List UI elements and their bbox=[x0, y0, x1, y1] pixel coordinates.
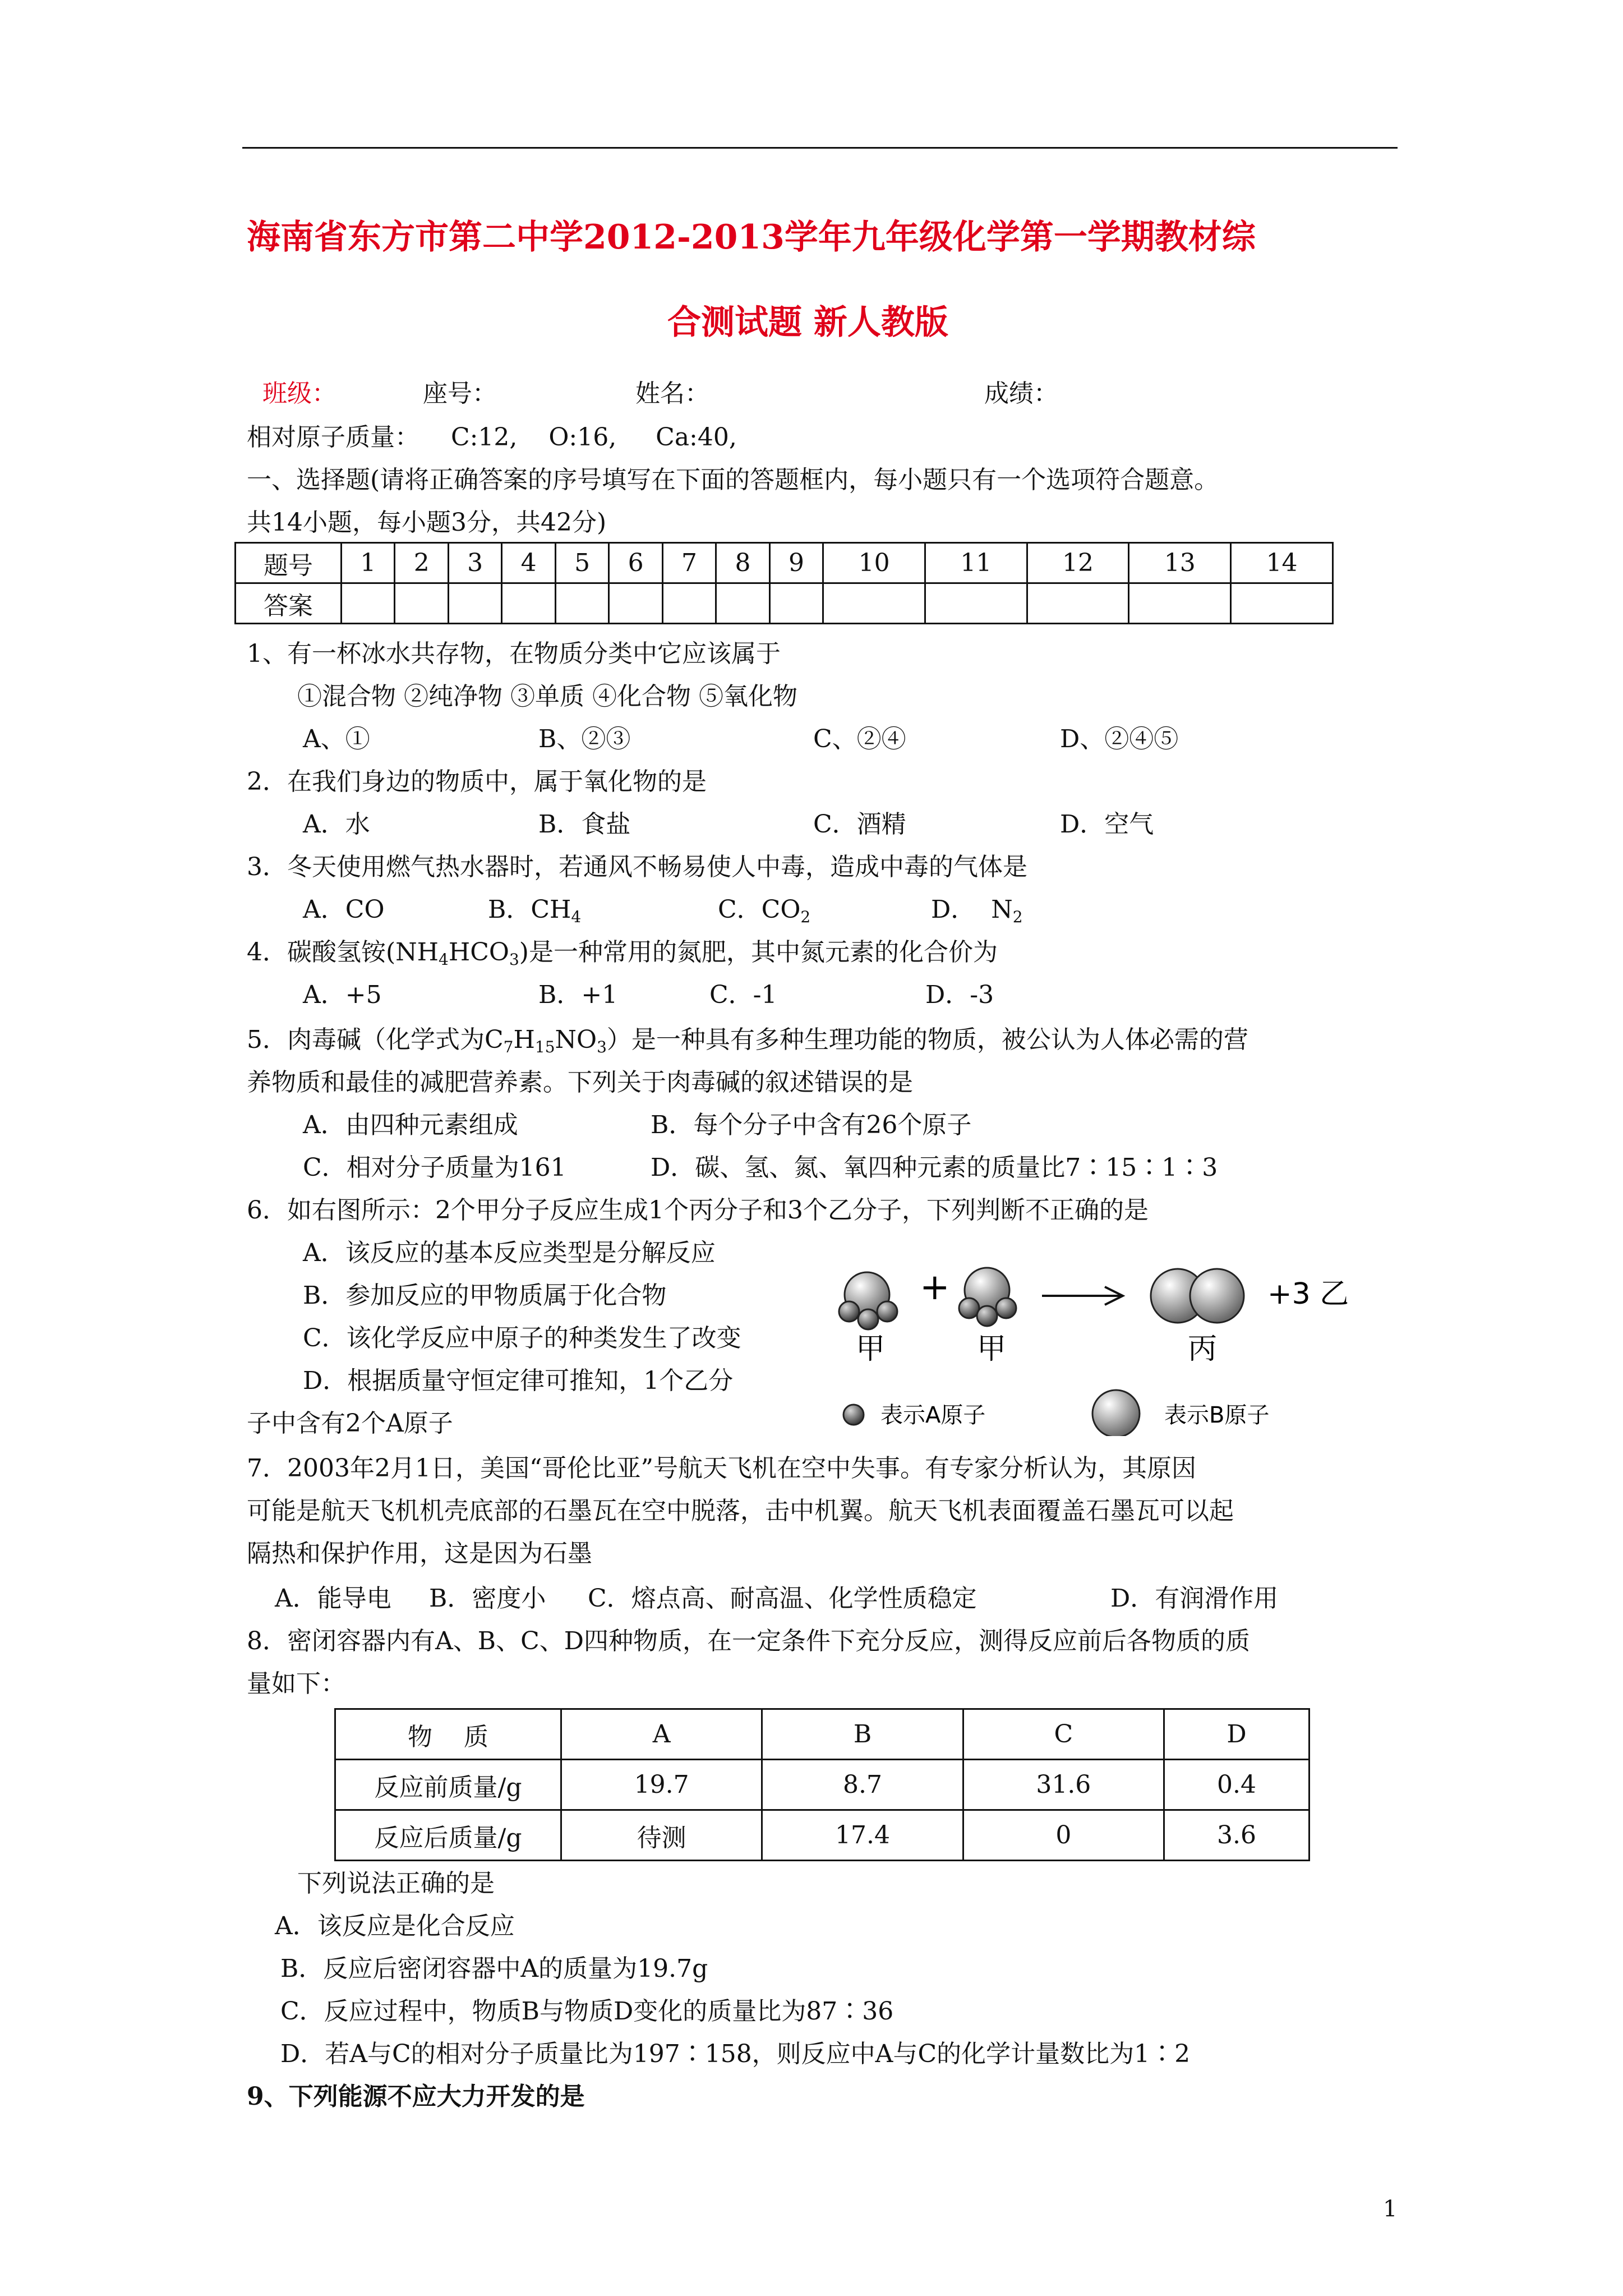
q6-option-c: C．该化学反应中原子的种类发生了改变 bbox=[303, 1324, 741, 1352]
mass-table-cell: 3.6 bbox=[1164, 1810, 1309, 1861]
q7-option-b: B．密度小 bbox=[429, 1584, 546, 1613]
label-jia-2: 甲 bbox=[977, 1332, 1007, 1366]
q8-option-a: A．该反应是化合反应 bbox=[275, 1912, 515, 1940]
mass-table-cell: 31.6 bbox=[963, 1760, 1164, 1810]
q5-line1: 5．肉毒碱（化学式为$C_7H_{15}NO_3$）是一种具有多种生理功能的物质，被公认为人体必需的营 bbox=[247, 1025, 1248, 1056]
class-label: 班级： bbox=[262, 379, 336, 408]
q2-option-d: D．空气 bbox=[1060, 810, 1154, 839]
q7-option-c: C．熔点高、耐高温、化学性质稳定 bbox=[588, 1584, 977, 1613]
header-rule bbox=[242, 147, 1398, 149]
q1-option-d: D、②④⑤ bbox=[1060, 725, 1179, 753]
section1-line2: 共14小题，每小题3分，共42分) bbox=[247, 508, 607, 537]
label-jia-1: 甲 bbox=[856, 1332, 886, 1366]
answer-cell[interactable] bbox=[342, 583, 395, 624]
q8-line1: 8．密闭容器内有A、B、C、D四种物质，在一定条件下充分反应，测得反应前后各物质的质 bbox=[247, 1627, 1251, 1655]
reaction-diagram bbox=[819, 1234, 1380, 1436]
answer-grid-number: 10 bbox=[823, 543, 925, 583]
q3-option-c: C．$CO_2$ bbox=[718, 895, 811, 926]
q4-option-c: C．-1 bbox=[709, 981, 777, 1009]
table-row bbox=[335, 1810, 1310, 1861]
mass-table bbox=[334, 1708, 1310, 1861]
label-bing: 丙 bbox=[1188, 1332, 1218, 1366]
molecule-jia-1 bbox=[839, 1272, 897, 1329]
q7-line1: 7．2003年2月1日，美国“哥伦比亚”号航天飞机在空中失事。有专家分析认为，其原因 bbox=[247, 1454, 1196, 1483]
atomic-mass: 相对原子质量： C:12, O:16, Ca:40, bbox=[247, 423, 737, 452]
score-label: 成绩： bbox=[984, 379, 1058, 408]
legend-atom-a bbox=[843, 1405, 864, 1425]
q4-option-b: B．+1 bbox=[538, 981, 618, 1009]
q1-option-a: A、① bbox=[303, 725, 370, 753]
answer-cell[interactable] bbox=[1129, 583, 1231, 624]
mass-table-cell: 反应后质量/g bbox=[335, 1810, 561, 1861]
answer-grid-number: 1 bbox=[342, 543, 395, 583]
q8-line2: 量如下： bbox=[247, 1669, 345, 1698]
legend-b-label: 表示B原子 bbox=[1164, 1402, 1270, 1428]
section1-line1: 一、选择题(请将正确答案的序号填写在下面的答题框内，每小题只有一个选项符合题意。 bbox=[247, 466, 1219, 494]
q7-line3: 隔热和保护作用，这是因为石墨 bbox=[247, 1539, 592, 1568]
legend-atom-b bbox=[1092, 1390, 1140, 1436]
mass-table-cell: 0 bbox=[963, 1810, 1164, 1861]
mass-table-header bbox=[335, 1709, 1310, 1760]
answer-cell[interactable] bbox=[925, 583, 1027, 624]
q5-line2: 养物质和最佳的减肥营养素。下列关于肉毒碱的叙述错误的是 bbox=[247, 1068, 913, 1097]
answer-grid bbox=[234, 542, 1334, 624]
answer-grid-number: 7 bbox=[662, 543, 716, 583]
q6-option-a: A．该反应的基本反应类型是分解反应 bbox=[303, 1239, 716, 1267]
answer-grid-number: 12 bbox=[1027, 543, 1129, 583]
q4-option-a: A．+5 bbox=[303, 981, 382, 1009]
q5-option-d: D．碳、氢、氮、氧四种元素的质量比7∶15∶1∶3 bbox=[651, 1153, 1218, 1182]
q8-prompt: 下列说法正确的是 bbox=[297, 1869, 495, 1898]
q9-stem: 9、下列能源不应大力开发的是 bbox=[247, 2082, 585, 2111]
answer-cell[interactable] bbox=[823, 583, 925, 624]
answer-cell[interactable] bbox=[609, 583, 662, 624]
q8-option-b: B．反应后密闭容器中A的质量为19.7g bbox=[280, 1954, 708, 1983]
answer-grid-number: 9 bbox=[769, 543, 823, 583]
answer-grid-number: 5 bbox=[555, 543, 608, 583]
answer-cell[interactable] bbox=[716, 583, 769, 624]
q1-option-b: B、②③ bbox=[538, 725, 631, 753]
q7-line2: 可能是航天飞机机壳底部的石墨瓦在空中脱落，击中机翼。航天飞机表面覆盖石墨瓦可以起 bbox=[247, 1497, 1234, 1525]
q3-option-d: D． $N_2$ bbox=[931, 895, 1023, 926]
q2-option-a: A．水 bbox=[303, 810, 370, 839]
answer-grid-number: 6 bbox=[609, 543, 662, 583]
q4-stem: 4．碳酸氢铵$(NH_4HCO_3)$是一种常用的氮肥，其中氮元素的化合价为 bbox=[247, 938, 998, 969]
answer-cell[interactable] bbox=[502, 583, 555, 624]
q1-option-c: C、②④ bbox=[813, 725, 906, 753]
mass-table-header-cell: B bbox=[762, 1709, 963, 1760]
page-title-line1: 海南省东方市第二中学2012-2013学年九年级化学第一学期教材综 bbox=[247, 218, 1256, 257]
q5-option-a: A．由四种元素组成 bbox=[303, 1111, 518, 1139]
answer-grid-number: 13 bbox=[1129, 543, 1231, 583]
answer-grid-label: 答案 bbox=[236, 583, 342, 624]
answer-grid-number: 8 bbox=[716, 543, 769, 583]
plus-three-yi: +3 乙 bbox=[1267, 1277, 1349, 1311]
answer-grid-answer-row bbox=[236, 583, 1333, 624]
answer-cell[interactable] bbox=[448, 583, 501, 624]
answer-cell[interactable] bbox=[662, 583, 716, 624]
reaction-arrow bbox=[1042, 1287, 1123, 1305]
answer-grid-label: 题号 bbox=[236, 543, 342, 583]
q2-option-c: C．酒精 bbox=[813, 810, 906, 839]
q4-option-d: D．-3 bbox=[925, 981, 994, 1009]
q2-stem: 2．在我们身边的物质中，属于氧化物的是 bbox=[247, 767, 707, 796]
mass-table-header-cell: 物 质 bbox=[335, 1709, 561, 1760]
page-title-line2: 合测试题 新人教版 bbox=[667, 303, 948, 342]
q5-option-c: C．相对分子质量为161 bbox=[303, 1153, 566, 1182]
legend-a-label: 表示A原子 bbox=[880, 1402, 986, 1428]
answer-grid-number-row bbox=[236, 543, 1333, 583]
q3-option-a: A．CO bbox=[303, 895, 385, 924]
molecule-jia-2 bbox=[959, 1268, 1016, 1326]
mass-table-header-cell: D bbox=[1164, 1709, 1309, 1760]
q6-stem: 6．如右图所示：2个甲分子反应生成1个丙分子和3个乙分子，下列判断不正确的是 bbox=[247, 1196, 1149, 1225]
plus-sign: + bbox=[920, 1267, 950, 1308]
answer-grid-number: 14 bbox=[1231, 543, 1333, 583]
answer-cell[interactable] bbox=[1027, 583, 1129, 624]
q1-items: ①混合物 ②纯净物 ③单质 ④化合物 ⑤氧化物 bbox=[297, 682, 797, 711]
q7-option-d: D．有润滑作用 bbox=[1110, 1584, 1279, 1613]
q3-stem: 3．冬天使用燃气热水器时，若通风不畅易使人中毒，造成中毒的气体是 bbox=[247, 853, 1027, 881]
mass-table-cell: 待测 bbox=[561, 1810, 762, 1861]
mass-table-cell: 17.4 bbox=[762, 1810, 963, 1861]
q1-stem: 1、有一杯冰水共存物，在物质分类中它应该属于 bbox=[247, 639, 781, 668]
q6-option-d-line1: D．根据质量守恒定律可推知，1个乙分 bbox=[303, 1366, 734, 1395]
answer-grid-number: 3 bbox=[448, 543, 501, 583]
answer-cell[interactable] bbox=[395, 583, 448, 624]
mass-table-header-cell: C bbox=[963, 1709, 1164, 1760]
page-number: 1 bbox=[1383, 2196, 1398, 2222]
mass-table-cell: 反应前质量/g bbox=[335, 1760, 561, 1810]
answer-grid-number: 11 bbox=[925, 543, 1027, 583]
q8-option-d: D．若A与C的相对分子质量比为197∶158，则反应中A与C的化学计量数比为1∶2 bbox=[280, 2040, 1191, 2068]
answer-cell[interactable] bbox=[769, 583, 823, 624]
mass-table-cell: 8.7 bbox=[762, 1760, 963, 1810]
mass-table-cell: 19.7 bbox=[561, 1760, 762, 1810]
table-row bbox=[335, 1760, 1310, 1810]
q5-option-b: B．每个分子中含有26个原子 bbox=[651, 1111, 972, 1139]
answer-grid-number: 2 bbox=[395, 543, 448, 583]
q8-option-c: C．反应过程中，物质B与物质D变化的质量比为87∶36 bbox=[280, 1997, 894, 2026]
seat-label: 座号： bbox=[423, 379, 497, 408]
answer-cell[interactable] bbox=[555, 583, 608, 624]
q6-option-d-line2: 子中含有2个A原子 bbox=[247, 1409, 453, 1438]
q2-option-b: B．食盐 bbox=[538, 810, 631, 839]
q3-option-b: B．$CH_4$ bbox=[488, 895, 582, 926]
mass-table-cell: 0.4 bbox=[1164, 1760, 1309, 1810]
answer-grid-number: 4 bbox=[502, 543, 555, 583]
q6-option-b: B．参加反应的甲物质属于化合物 bbox=[303, 1281, 667, 1310]
mass-table-header-cell: A bbox=[561, 1709, 762, 1760]
answer-cell[interactable] bbox=[1231, 583, 1333, 624]
q7-option-a: A．能导电 bbox=[275, 1584, 391, 1613]
molecule-bing bbox=[1151, 1269, 1244, 1323]
name-label: 姓名： bbox=[635, 379, 709, 408]
